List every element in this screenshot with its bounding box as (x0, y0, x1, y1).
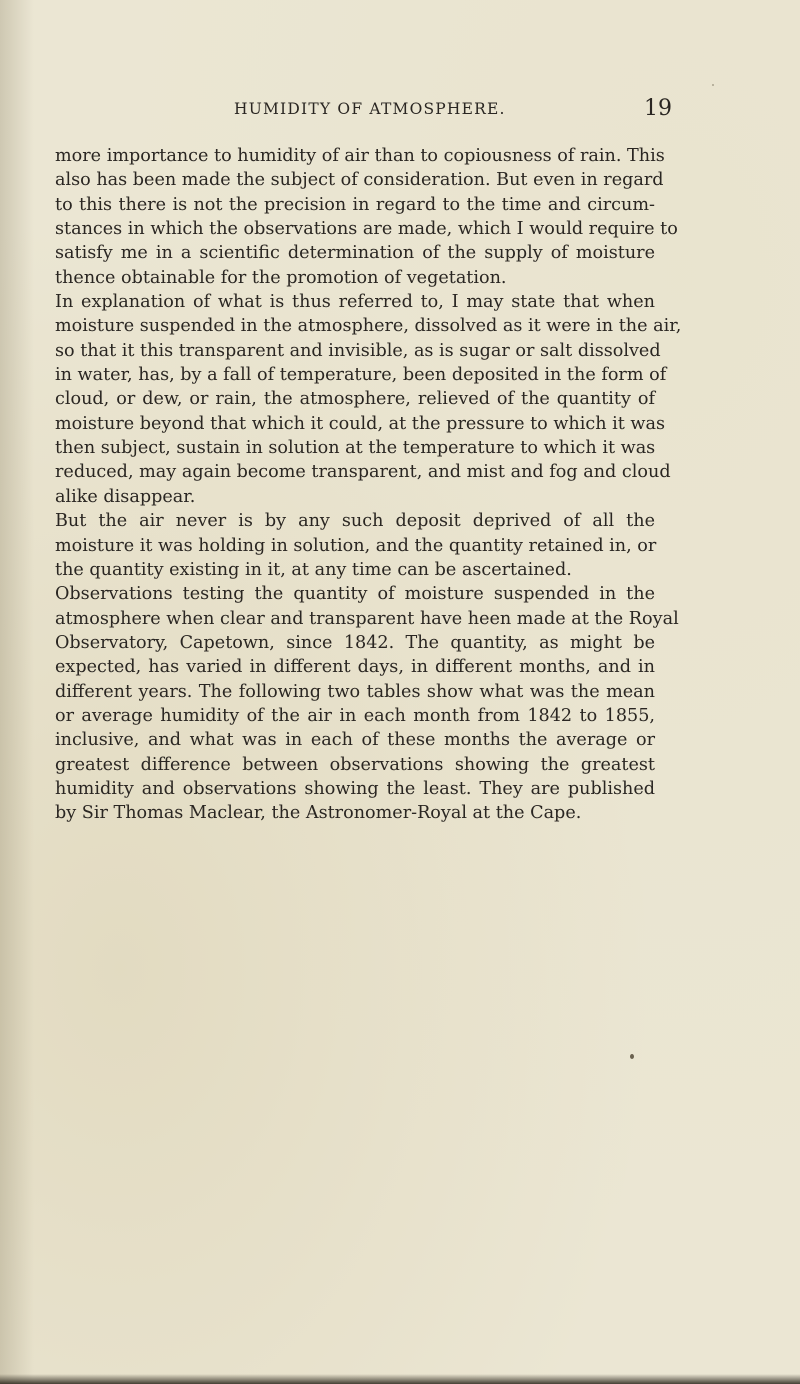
text-line: In explanation of what is thus referred to, I may state that when (55, 292, 655, 313)
text-line: reduced, may again become transparent, and mist and fog and cloud (55, 462, 671, 483)
text-line: moisture beyond that which it could, at the pressure to which it was (55, 413, 665, 434)
text-line: so that it this transparent and invisible, as is sugar or salt dissolved (55, 340, 661, 361)
text-line: satisfy me in a scientific determination of the supply of moisture (55, 243, 655, 264)
text-line: to this there is not the precision in regard to the time and circum- (55, 194, 655, 215)
paper-speck (712, 84, 714, 86)
text-line: by Sir Thomas Maclear, the Astronomer-Royal at the Cape. (55, 803, 582, 824)
text-line: Observatory, Capetown, since 1842. The quantity, as might be (55, 632, 655, 653)
binding-shadow (0, 0, 34, 1384)
text-line: moisture suspended in the atmosphere, dissolved as it were in the air, (55, 316, 682, 337)
running-title: HUMIDITY OF ATMOSPHERE. (234, 100, 506, 118)
text-line: the quantity existing in it, at any time can be ascertained. (55, 559, 572, 580)
page-bottom-edge (0, 1374, 800, 1384)
text-line: greatest difference between observations showing the greatest (55, 754, 655, 775)
text-line: inclusive, and what was in each of these months the average or (55, 730, 655, 751)
text-line: cloud, or dew, or rain, the atmosphere, relieved of the quantity of (55, 389, 655, 410)
text-line: humidity and observations showing the least. They are published (55, 778, 655, 799)
running-head (0, 96, 800, 124)
text-line: also has been made the subject of consideration. But even in regard (55, 170, 664, 191)
text-line: in water, has, by a fall of temperature, been deposited in the form of (55, 365, 667, 386)
paper-speck (630, 1054, 634, 1059)
text-line: different years. The following two tables show what was the mean (55, 681, 655, 702)
text-line: moisture it was holding in solution, and the quantity retained in, or (55, 535, 657, 556)
body-text (55, 144, 682, 826)
text-line: atmosphere when clear and transparent have heen made at the Royal (55, 608, 679, 629)
text-line: then subject, sustain in solution at the temperature to which it was (55, 438, 656, 459)
text-line: But the air never is by any such deposit deprived of all the (55, 511, 655, 532)
text-line: or average humidity of the air in each month from 1842 to 1855, (55, 705, 655, 726)
text-line: stances in which the observations are made, which I would require to (55, 219, 678, 240)
text-line: more importance to humidity of air than to copiousness of rain. This (55, 146, 665, 166)
page-number: 19 (644, 96, 672, 121)
text-line: expected, has varied in different days, in different months, and in (55, 657, 655, 678)
text-line: thence obtainable for the promotion of vegetation. (55, 267, 507, 288)
text-line: alike disappear. (55, 486, 196, 507)
text-line: Observations testing the quantity of moisture suspended in the (55, 584, 655, 605)
